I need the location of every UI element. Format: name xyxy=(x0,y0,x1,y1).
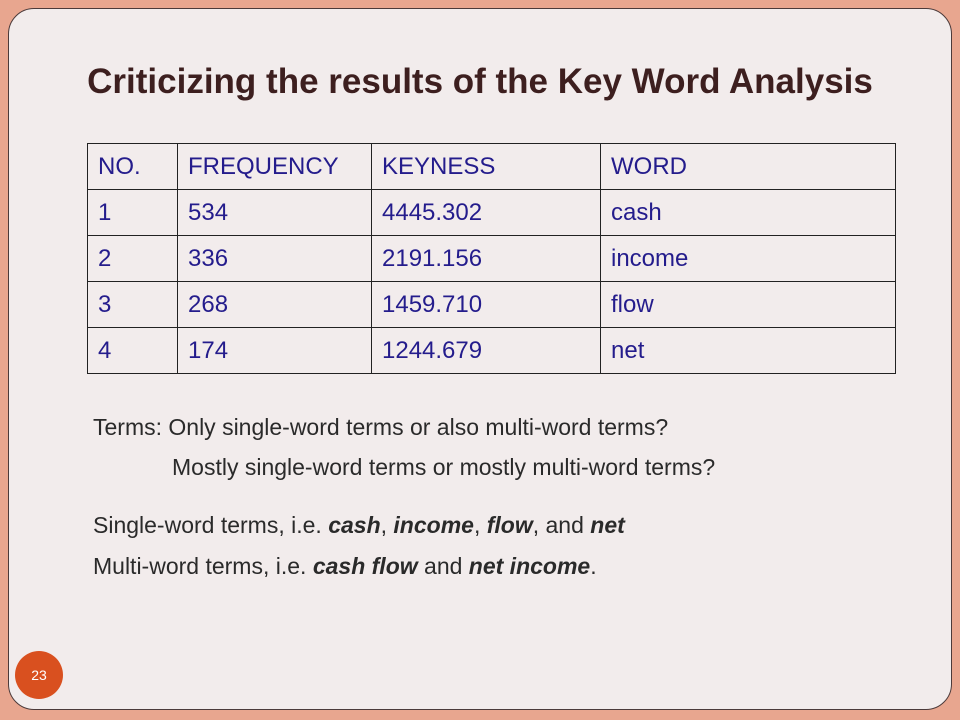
header-no: NO. xyxy=(88,144,178,190)
header-word: WORD xyxy=(601,144,896,190)
term-cash-flow: cash flow xyxy=(312,553,418,579)
term-cash: cash xyxy=(328,512,381,538)
separator: , xyxy=(380,512,394,538)
cell-keyness: 4445.302 xyxy=(372,190,601,236)
table-row xyxy=(88,236,896,282)
cell-word: income xyxy=(601,236,896,282)
terms-question-1: Terms: Only single-word terms or also multi-word terms? xyxy=(93,414,669,440)
cell-word: cash xyxy=(601,190,896,236)
multi-word-terms-line xyxy=(93,553,597,580)
cell-no: 3 xyxy=(88,282,178,328)
cell-no: 1 xyxy=(88,190,178,236)
separator: , xyxy=(473,512,487,538)
cell-word: net xyxy=(601,328,896,374)
separator: , and xyxy=(532,512,591,538)
table-row xyxy=(88,190,896,236)
slide-title: Criticizing the results of the Key Word Analysis xyxy=(87,62,873,101)
term-net: net xyxy=(590,512,625,538)
header-frequency: FREQUENCY xyxy=(178,144,372,190)
cell-word: flow xyxy=(601,282,896,328)
cell-no: 2 xyxy=(88,236,178,282)
table-row xyxy=(88,328,896,374)
keyword-table xyxy=(87,143,896,374)
page-number-badge: 23 xyxy=(15,651,63,699)
cell-frequency: 336 xyxy=(178,236,372,282)
cell-keyness: 1244.679 xyxy=(372,328,601,374)
single-word-terms-line xyxy=(93,512,625,539)
cell-frequency: 268 xyxy=(178,282,372,328)
term-net-income: net income xyxy=(468,553,591,579)
single-prefix: Single-word terms, i.e. xyxy=(93,512,329,538)
header-keyness: KEYNESS xyxy=(372,144,601,190)
separator: and xyxy=(417,553,469,579)
term-income: income xyxy=(393,512,474,538)
table-header-row xyxy=(88,144,896,190)
cell-frequency: 534 xyxy=(178,190,372,236)
cell-keyness: 2191.156 xyxy=(372,236,601,282)
cell-no: 4 xyxy=(88,328,178,374)
separator: . xyxy=(590,553,597,579)
term-flow: flow xyxy=(486,512,533,538)
terms-question-2: Mostly single-word terms or mostly multi-word terms? xyxy=(172,454,716,480)
cell-frequency: 174 xyxy=(178,328,372,374)
multi-prefix: Multi-word terms, i.e. xyxy=(93,553,313,579)
table-row xyxy=(88,282,896,328)
cell-keyness: 1459.710 xyxy=(372,282,601,328)
